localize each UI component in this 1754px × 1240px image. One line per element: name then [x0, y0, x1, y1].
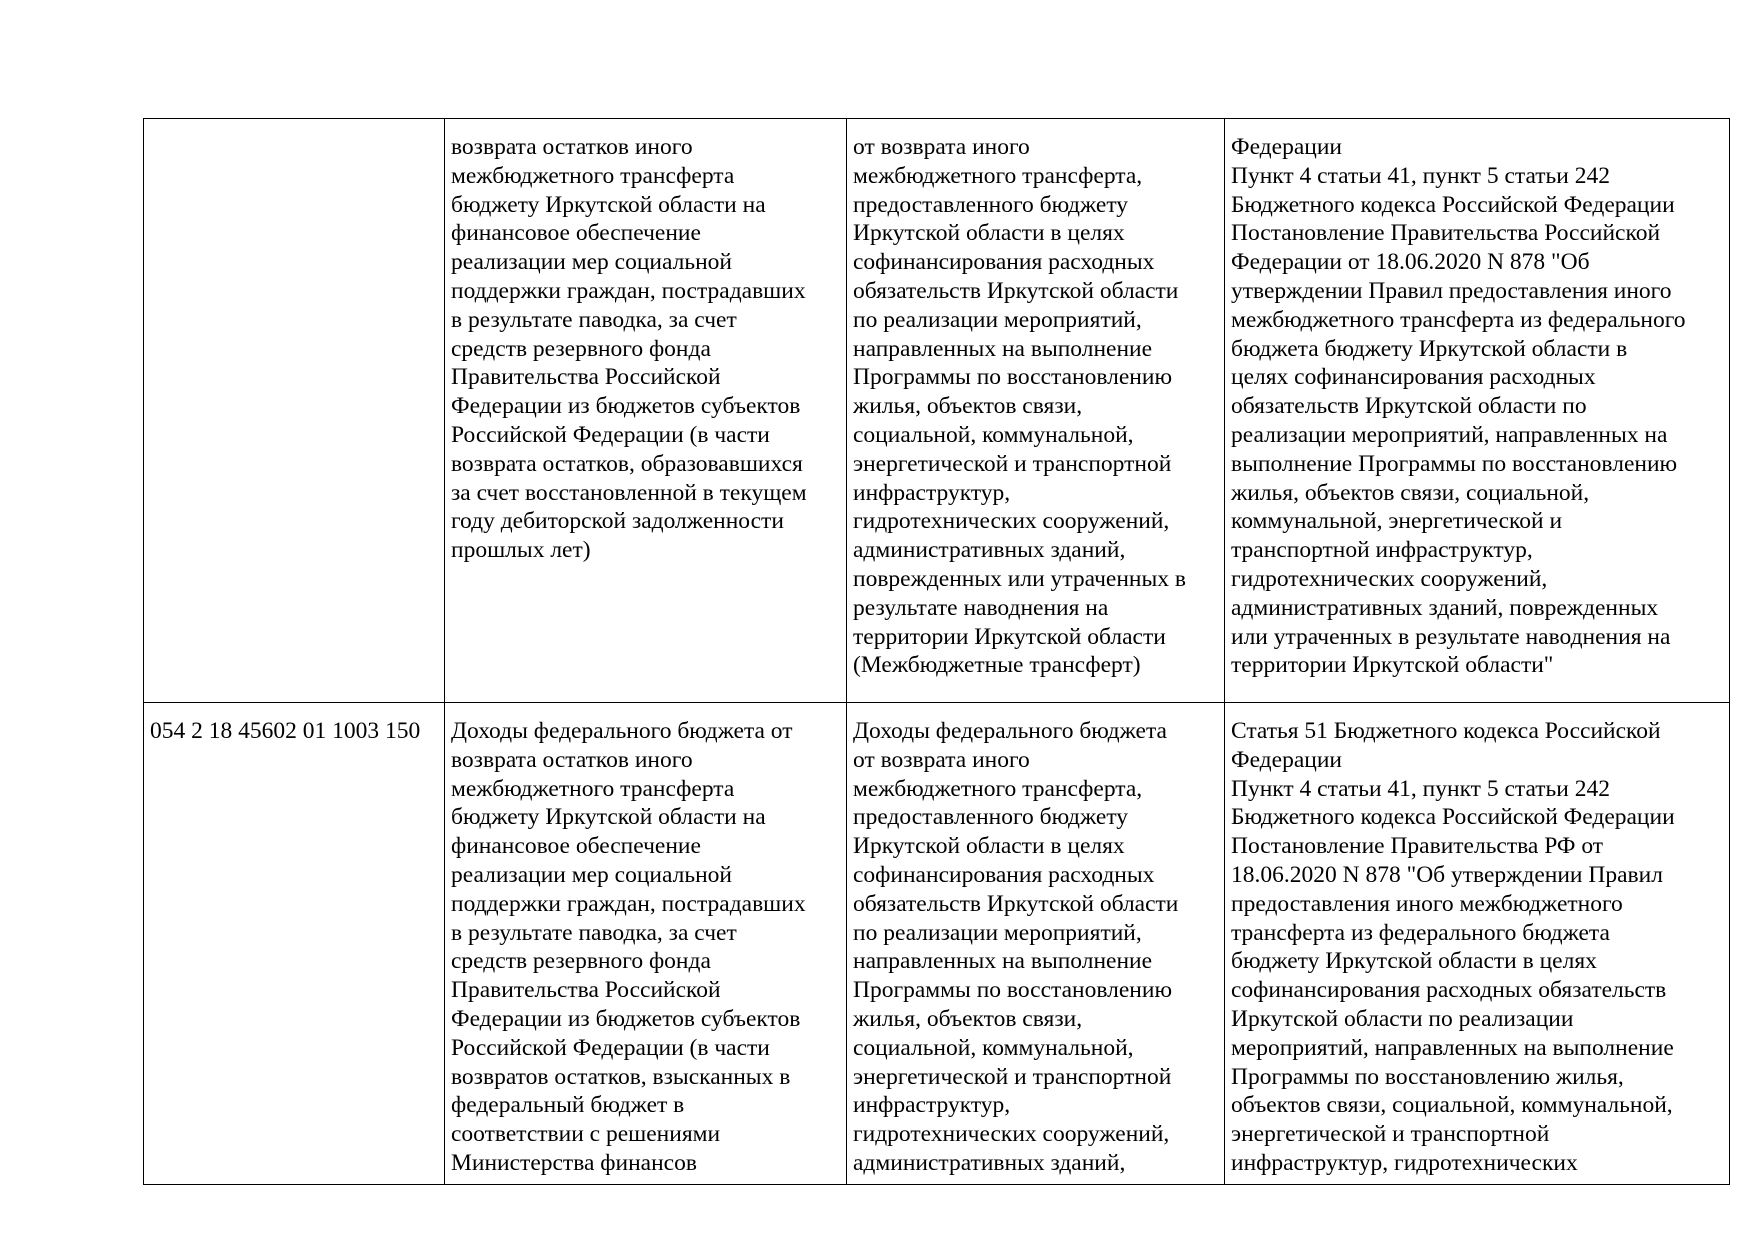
text-line: Постановление Правительства РФ от [1231, 833, 1604, 860]
text-line: утверждении Правил предоставления иного [1231, 277, 1672, 304]
text-line: от возврата иного [853, 746, 1030, 773]
text-line: Федерации из бюджетов субъектов [451, 1005, 801, 1032]
text-line: финансовое обеспечение [451, 220, 701, 247]
text-line: инфраструктур, [853, 1092, 1011, 1119]
text-line: Пункт 4 статьи 41, пункт 5 статьи 242 [1231, 162, 1610, 189]
text-line: Иркутской области в целях [853, 833, 1125, 860]
text-line: территории Иркутской области" [1231, 652, 1554, 679]
legal-basis-cell [1225, 703, 1730, 1185]
text-line: межбюджетного трансферта из федерального [1231, 306, 1686, 333]
text-line: средств резервного фонда [451, 335, 711, 362]
text-line: административных зданий, [853, 1149, 1126, 1176]
text-line: по реализации мероприятий, [853, 306, 1142, 333]
text-line: Бюджетного кодекса Российской Федерации [1231, 804, 1675, 831]
text-line: межбюджетного трансферта [451, 162, 735, 189]
text-line: энергетической и транспортной [1231, 1121, 1550, 1148]
text-line: Иркутской области по реализации [1231, 1005, 1574, 1032]
text-line: межбюджетного трансферта [451, 775, 735, 802]
text-line: результате наводнения на [853, 594, 1109, 621]
text-line: бюджета бюджету Иркутской области в [1231, 335, 1628, 362]
text-line: Правительства Российской [451, 977, 721, 1004]
text-line: административных зданий, поврежденных [1231, 594, 1659, 621]
text-line: мероприятий, направленных на выполнение [1231, 1034, 1674, 1061]
text-line: прошлых лет) [451, 537, 591, 564]
text-line: софинансирования расходных [853, 861, 1155, 888]
budget-code: 054 2 18 45602 01 1003 150 [150, 718, 421, 744]
text-line: софинансирования расходных обязательств [1231, 977, 1667, 1004]
text-line: Федерации [1231, 134, 1342, 160]
text-line: обязательств Иркутской области [853, 890, 1179, 917]
text-line: территории Иркутской области [853, 623, 1166, 650]
description-cell [847, 119, 1225, 703]
text-line: году дебиторской задолженности [451, 508, 784, 535]
income-name [451, 133, 840, 565]
budget-codes-table [143, 118, 1730, 1185]
text-line: Иркутской области в целях [853, 220, 1125, 247]
income-description [853, 717, 1218, 1178]
text-line: гидротехнических сооружений, [1231, 565, 1548, 592]
text-line: Министерства финансов [451, 1149, 697, 1176]
text-line: социальной, коммунальной, [853, 1034, 1134, 1061]
text-line: за счет восстановленной в текущем [451, 479, 807, 506]
text-line: обязательств Иркутской области по [1231, 393, 1587, 420]
text-line: 18.06.2020 N 878 "Об утверждении Правил [1231, 861, 1663, 888]
text-line: обязательств Иркутской области [853, 277, 1179, 304]
legal-basis [1231, 717, 1723, 1178]
text-line: в результате паводка, за счет [451, 919, 737, 946]
text-line: Пункт 4 статьи 41, пункт 5 статьи 242 [1231, 775, 1610, 802]
text-line: средств резервного фонда [451, 948, 711, 975]
text-line: реализации мероприятий, направленных на [1231, 421, 1668, 448]
text-line: направленных на выполнение [853, 948, 1153, 975]
text-line: Доходы федерального бюджета от [451, 718, 793, 744]
text-line: Федерации из бюджетов субъектов [451, 393, 801, 420]
text-line: Бюджетного кодекса Российской Федерации [1231, 191, 1675, 218]
text-line: Постановление Правительства Российской [1231, 220, 1661, 247]
text-line: бюджету Иркутской области на [451, 191, 766, 218]
text-line: Статья 51 Бюджетного кодекса Российской [1231, 718, 1661, 744]
text-line: коммунальной, энергетической и [1231, 508, 1563, 535]
text-line: финансовое обеспечение [451, 833, 701, 860]
name-cell [445, 119, 847, 703]
legal-basis-cell [1225, 119, 1730, 703]
text-line: межбюджетного трансферта, [853, 162, 1143, 189]
text-line: в результате паводка, за счет [451, 306, 737, 333]
text-line: Правительства Российской [451, 364, 721, 391]
text-line: выполнение Программы по восстановлению [1231, 450, 1678, 477]
text-line: жилья, объектов связи, [853, 393, 1083, 420]
table-row [144, 119, 1730, 703]
text-line: инфраструктур, гидротехнических [1231, 1149, 1578, 1176]
text-line: реализации мер социальной [451, 249, 732, 276]
text-line: или утраченных в результате наводнения на [1231, 623, 1671, 650]
text-line: Программы по восстановлению [853, 364, 1172, 391]
text-line: Российской Федерации (в части [451, 1034, 770, 1061]
text-line: объектов связи, социальной, коммунальной, [1231, 1092, 1673, 1119]
text-line: межбюджетного трансферта, [853, 775, 1143, 802]
text-line: инфраструктур, [853, 479, 1011, 506]
text-line: энергетической и транспортной [853, 1063, 1172, 1090]
text-line: бюджету Иркутской области на [451, 804, 766, 831]
text-line: административных зданий, [853, 537, 1126, 564]
text-line: Федерации [1231, 746, 1342, 773]
text-line: социальной, коммунальной, [853, 421, 1134, 448]
text-line: транспортной инфраструктур, [1231, 537, 1533, 564]
text-line: поврежденных или утраченных в [853, 565, 1187, 592]
table-row [144, 703, 1730, 1185]
text-line: предоставленного бюджету [853, 191, 1129, 218]
text-line: Федерации от 18.06.2020 N 878 "Об [1231, 249, 1590, 276]
text-line: (Межбюджетные трансферт) [853, 652, 1141, 679]
text-line: целях софинансирования расходных [1231, 364, 1596, 391]
text-line: гидротехнических сооружений, [853, 1121, 1170, 1148]
text-line: гидротехнических сооружений, [853, 508, 1170, 535]
code-cell [144, 119, 445, 703]
text-line: бюджету Иркутской области в целях [1231, 948, 1597, 975]
text-line: поддержки граждан, пострадавших [451, 890, 806, 917]
text-line: реализации мер социальной [451, 861, 732, 888]
name-cell [445, 703, 847, 1185]
description-cell [847, 703, 1225, 1185]
text-line: жилья, объектов связи, [853, 1005, 1083, 1032]
income-description [853, 133, 1218, 680]
text-line: Программы по восстановлению [853, 977, 1172, 1004]
text-line: энергетической и транспортной [853, 450, 1172, 477]
text-line: федеральный бюджет в [451, 1092, 685, 1119]
text-line: предоставленного бюджету [853, 804, 1129, 831]
text-line: по реализации мероприятий, [853, 919, 1142, 946]
text-line: жилья, объектов связи, социальной, [1231, 479, 1590, 506]
text-line: поддержки граждан, пострадавших [451, 277, 806, 304]
text-line: возвратов остатков, взысканных в [451, 1063, 791, 1090]
text-line: соответствии с решениями [451, 1121, 721, 1148]
text-line: Доходы федерального бюджета [853, 718, 1167, 744]
text-line: трансферта из федерального бюджета [1231, 919, 1610, 946]
code-cell [144, 703, 445, 1185]
text-line: Программы по восстановлению жилья, [1231, 1063, 1624, 1090]
text-line: возврата остатков иного [451, 134, 693, 160]
text-line: от возврата иного [853, 134, 1030, 160]
text-line: направленных на выполнение [853, 335, 1153, 362]
text-line: предоставления иного межбюджетного [1231, 890, 1623, 917]
text-line: Российской Федерации (в части [451, 421, 770, 448]
legal-basis [1231, 133, 1723, 680]
text-line: возврата остатков, образовавшихся [451, 450, 803, 477]
text-line: возврата остатков иного [451, 746, 693, 773]
text-line: софинансирования расходных [853, 249, 1155, 276]
income-name [451, 717, 840, 1178]
